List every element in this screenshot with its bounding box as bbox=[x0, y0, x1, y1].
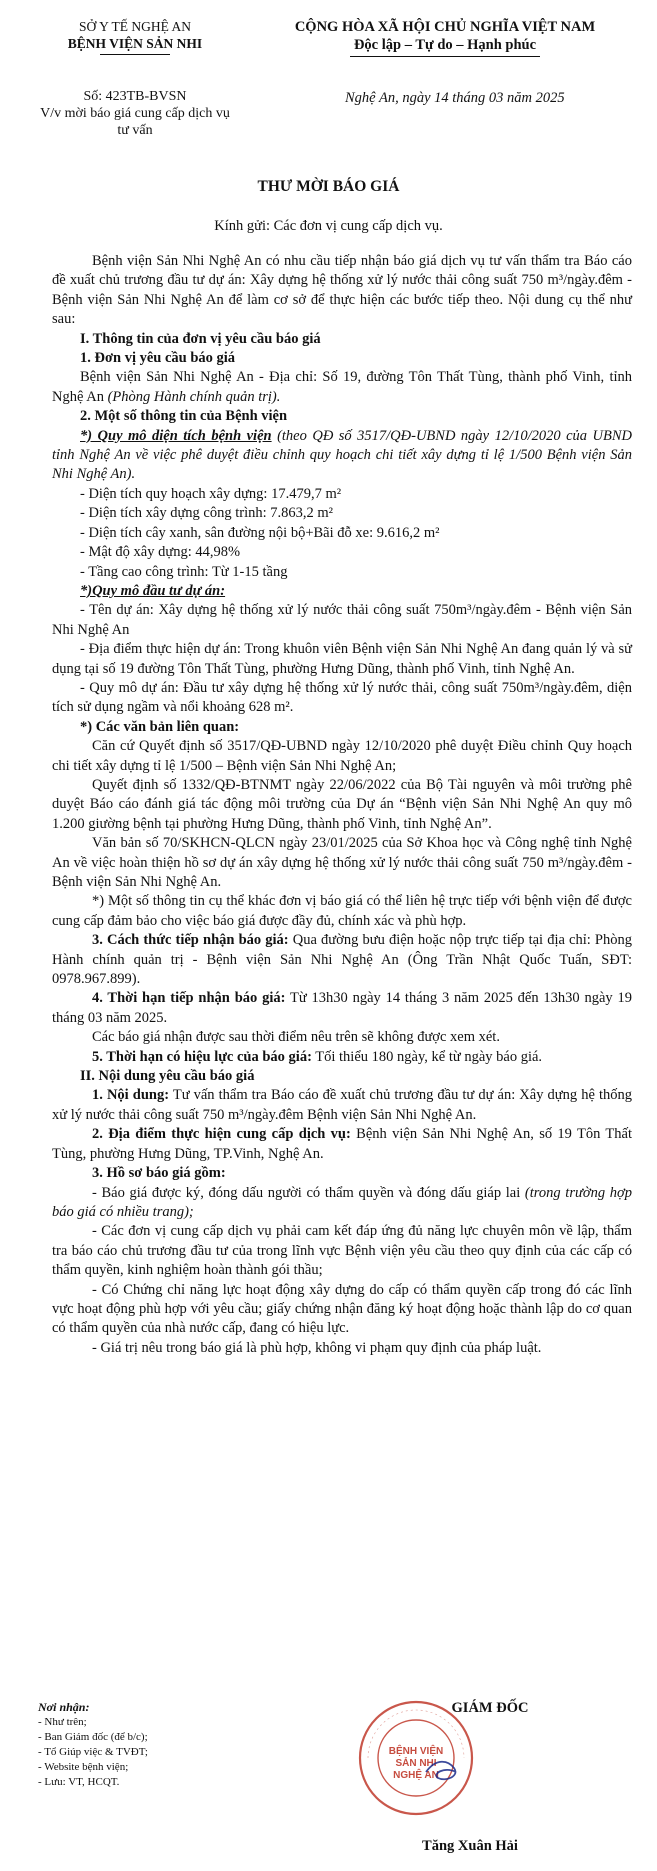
area-item: - Diện tích xây dựng công trình: 7.863,2 m² bbox=[80, 505, 334, 522]
area-item: - Tầng cao công trình: Từ 1-15 tầng bbox=[80, 563, 288, 580]
agency-parent: SỞ Y TẾ NGHỆ AN bbox=[78, 19, 191, 34]
receipt-method-text: Qua đường bưu điện hoặc nộp trực tiếp tại địa chỉ: Phòng Hành chính quản trị - Bệnh viện Sản Nhi Nghệ An (Ông Trần Nhật Quốc Tuấn, SĐT: 0978.967.899). bbox=[52, 932, 632, 988]
svg-text:NGHỆ AN: NGHỆ AN bbox=[393, 1770, 439, 1781]
official-stamp bbox=[356, 1698, 476, 1818]
contact-note: *) Một số thông tin cụ thể khác đơn vị báo giá có thể liên hệ trực tiếp với bệnh viện để được cung cấp đảm bảo cho việc báo giá được đầy đủ, chính xác và phù hợp. bbox=[52, 893, 632, 929]
validity bbox=[52, 1048, 632, 1067]
requesting-unit-dept: (Phòng Hành chính quản trị). bbox=[103, 388, 281, 405]
svg-text:SẢN NHI: SẢN NHI bbox=[395, 1758, 437, 1769]
section-2-heading: II. Nội dung yêu cầu báo giá bbox=[80, 1068, 255, 1085]
service-location bbox=[52, 1125, 632, 1164]
nation-name: CỘNG HÒA XÃ HỘI CHỦ NGHĨA VIỆT NAM bbox=[294, 19, 596, 35]
quote-dossier-heading: 3. Hồ sơ báo giá gồm: bbox=[92, 1165, 226, 1182]
project-scale-heading: *)Quy mô đầu tư dự án: bbox=[80, 582, 226, 599]
receipt-deadline-text: Từ 13h30 ngày 14 tháng 3 năm 2025 đến 13h30 ngày 19 tháng 03 năm 2025. bbox=[52, 990, 632, 1026]
hospital-scale bbox=[52, 427, 632, 485]
dossier-requirement: - Có Chứng chỉ năng lực hoạt động xây dựng do cấp có thẩm quyền cấp trong đó các lĩnh vực hoạt động phù hợp với yêu cầu; giấy chứng nhận đăng ký hoạt động hoặc thành lập do cơ quan có thẩm quyền của nhà nước cấp, đang có hiệu lực. bbox=[52, 1281, 632, 1337]
validity-text: Tối thiểu 180 ngày, kể từ ngày báo giá. bbox=[311, 1048, 543, 1065]
project-location: - Địa điểm thực hiện dự án: Trong khuôn viên Bệnh viện Sản Nhi Nghệ An đang quản lý và sử dụng tại số 19 đường Tôn Thất Tùng, phường Hưng Dũng, thành phố Vinh, tỉnh Nghệ An. bbox=[52, 641, 632, 677]
dossier-requirement-text: - Báo giá được ký, đóng dấu người có thẩm quyền và đóng dấu giáp lai bbox=[92, 1184, 521, 1201]
motto-underline bbox=[350, 56, 540, 57]
salutation: Kính gửi: Các đơn vị cung cấp dịch vụ. bbox=[214, 218, 443, 234]
agency-name: BỆNH VIỆN SẢN NHI bbox=[67, 36, 203, 51]
dossier-requirement: - Các đơn vị cung cấp dịch vụ phải cam kết đáp ứng đủ năng lực chuyên môn về lập, thẩm tra báo cáo chủ trương đầu tư của trong lĩnh vực Bệnh viện yêu cầu theo quy định của các cấp có thẩm quyền, kinh nghiệm hoàn thành gói thầu; bbox=[52, 1223, 632, 1279]
dossier-requirement bbox=[52, 1184, 632, 1223]
motto: Độc lập – Tự do – Hạnh phúc bbox=[353, 37, 537, 53]
hospital-scale-heading: *) Quy mô diện tích bệnh viện bbox=[80, 427, 272, 444]
project-name: - Tên dự án: Xây dựng hệ thống xử lý nước thải công suất 750m³/ngày.đêm - Bệnh viện Sản Nhi Nghệ An bbox=[52, 602, 632, 638]
area-item: - Diện tích quy hoạch xây dựng: 17.479,7 m² bbox=[80, 485, 342, 502]
reference-subject: V/v mời báo giá cung cấp dịch vụ tư vấn bbox=[40, 106, 230, 138]
late-note: Các báo giá nhận được sau thời điểm nêu trên sẽ không được xem xét. bbox=[92, 1029, 500, 1046]
section-1-2-heading: 2. Một số thông tin của Bệnh viện bbox=[80, 408, 288, 425]
service-content-heading: 1. Nội dung: bbox=[92, 1087, 170, 1104]
project-scale: - Quy mô dự án: Đầu tư xây dựng hệ thống xử lý nước thải, công suất 750m³/ngày.đêm, diện tích sử dụng ngầm và nổi khoảng 628 m². bbox=[52, 679, 632, 716]
dossier-requirement-note: (trong trường hợp báo giá có nhiều trang); bbox=[52, 1184, 633, 1220]
svg-text:BỆNH VIỆN: BỆNH VIỆN bbox=[388, 1746, 444, 1757]
receipt-deadline bbox=[52, 989, 632, 1028]
recipient-item: - Lưu: VT, HCQT. bbox=[38, 1776, 120, 1788]
requesting-unit-text: Bệnh viện Sản Nhi Nghệ An - Địa chỉ: Số 19, đường Tôn Thất Tùng, thành phố Vinh, tỉnh Nghệ An bbox=[52, 369, 632, 405]
area-item: - Mật độ xây dựng: 44,98% bbox=[80, 544, 241, 561]
receipt-deadline-heading: 4. Thời hạn tiếp nhận báo giá: bbox=[92, 990, 286, 1007]
recipient-item: - Ban Giám đốc (để b/c); bbox=[38, 1731, 148, 1743]
service-location-text: Bệnh viện Sản Nhi Nghệ An, số 19 Tôn Thất Tùng, phường Hưng Dũng, TP.Vinh, Nghệ An. bbox=[52, 1126, 633, 1162]
document-title: THƯ MỜI BÁO GIÁ bbox=[257, 178, 400, 195]
related-docs-heading: *) Các văn bản liên quan: bbox=[80, 718, 240, 735]
related-doc: Căn cứ Quyết định số 3517/QĐ-UBND ngày 12/10/2020 phê duyệt Điều chỉnh Quy hoạch chi tiết xây dựng tỉ lệ 1/500 – Bệnh viện Sản Nhi Nghệ An; bbox=[52, 738, 632, 774]
service-content-text: Tư vấn thẩm tra Báo cáo đề xuất chủ trương đầu tư dự án: Xây dựng hệ thống xử lý nước thải công suất 750 m³/ngày.đêm Bệnh viện Sản Nhi Nghệ An. bbox=[52, 1087, 632, 1123]
recipient-item: - Như trên; bbox=[38, 1716, 87, 1728]
intro-paragraph: Bệnh viện Sản Nhi Nghệ An có nhu cầu tiếp nhận báo giá dịch vụ tư vấn thẩm tra Báo cáo đề xuất chủ trương đầu tư dự án: Xây dựng hệ thống xử lý nước thải công suất 750 m³/ngày.đêm - Bệnh viện Sản Nhi Nghệ An để làm cơ sở để thực hiện các bước tiếp theo. Nội dung cụ thể như sau: bbox=[52, 253, 632, 328]
area-item: - Diện tích cây xanh, sân đường nội bộ+Bãi đỗ xe: 9.616,2 m² bbox=[80, 524, 440, 541]
reference-block bbox=[40, 88, 230, 139]
reference-number: Số: 423TB-BVSN bbox=[83, 89, 187, 104]
section-1-heading: I. Thông tin của đơn vị yêu cầu báo giá bbox=[80, 330, 321, 347]
dossier-requirement: - Giá trị nêu trong báo giá là phù hợp, không vi phạm quy định của pháp luật. bbox=[92, 1339, 542, 1356]
national-motto bbox=[260, 18, 630, 57]
related-doc: Quyết định số 1332/QĐ-BTNMT ngày 22/06/2022 của Bộ Tài nguyên và môi trường phê duyệt Báo cáo đánh giá tác động môi trường của Dự án “Bệnh viện Sản Nhi Nghệ An quy mô 1.200 giường bệnh tại phường Hưng Dũng, thành phố Vinh, tỉnh Nghệ An”. bbox=[52, 776, 632, 832]
recipient-item: - Tổ Giúp việc & TVĐT; bbox=[38, 1746, 148, 1758]
service-content bbox=[52, 1086, 632, 1125]
recipients-block bbox=[38, 1700, 268, 1790]
receipt-method bbox=[52, 931, 632, 989]
requesting-unit bbox=[52, 368, 632, 407]
signer-name: Tăng Xuân Hải bbox=[422, 1838, 518, 1854]
service-location-heading: 2. Địa điểm thực hiện cung cấp dịch vụ: bbox=[92, 1126, 351, 1143]
receipt-method-heading: 3. Cách thức tiếp nhận báo giá: bbox=[92, 932, 289, 949]
hospital-scale-note: (theo QĐ số 3517/QĐ-UBND ngày 12/10/2020 của UBND tỉnh Nghệ An về việc phê duyệt điều chỉnh quy hoạch chi tiết xây dựng tỉ lệ 1/500 Bệnh viện Sản Nhi Nghệ An). bbox=[52, 427, 632, 483]
section-1-1-heading: 1. Đơn vị yêu cầu báo giá bbox=[80, 350, 236, 367]
recipient-item: - Website bệnh viện; bbox=[38, 1761, 129, 1773]
date-line: Nghệ An, ngày 14 tháng 03 năm 2025 bbox=[345, 90, 565, 106]
issuing-agency bbox=[40, 18, 230, 55]
agency-underline bbox=[100, 54, 170, 55]
related-doc: Văn bản số 70/SKHCN-QLCN ngày 23/01/2025 của Sở Khoa học và Công nghệ tỉnh Nghệ An về việc hoàn thiện hồ sơ dự án xây dựng hệ thống xử lý nước thải công suất 750 m³/ngày.đêm - Bệnh viện Sản Nhi Nghệ An. bbox=[52, 835, 632, 890]
validity-heading: 5. Thời hạn có hiệu lực của báo giá: bbox=[92, 1048, 312, 1065]
recipients-heading: Nơi nhận: bbox=[38, 1700, 90, 1714]
signer-title: GIÁM ĐỐC bbox=[451, 1700, 529, 1716]
document-body bbox=[52, 252, 632, 1358]
